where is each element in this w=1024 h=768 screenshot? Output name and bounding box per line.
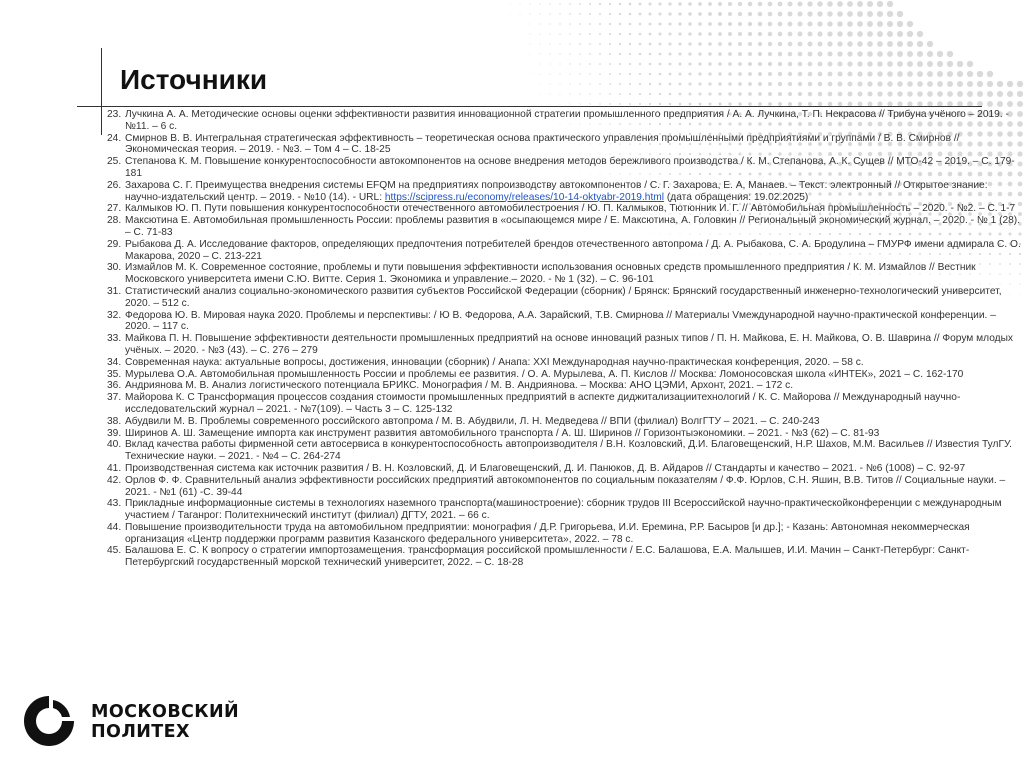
reference-text-main: Орлов Ф. Ф. Сравнительный анализ эффективности российских предприятий автокомпонентов по социальным показателям / Ф.Ф. Юрлов, С.Н. Яшин, В.В. Титов // Социальные науки. – 2021. - №1 (61) -С. 39-44 (125, 474, 1006, 498)
reference-text-main: Балашова Е. С. К вопросу о стратегии импортозамещения. трансформация российской промышленности / Е.С. Балашова, Е.А. Малышев, И.И. Мачин – Санкт-Петербург: Санкт-Петербургский государственный морской технический университет, 2022. – С. 18-28 (125, 545, 970, 569)
reference-item (107, 215, 1023, 239)
reference-item (107, 463, 1023, 475)
reference-text (125, 439, 1023, 463)
reference-item (107, 310, 1023, 334)
reference-item (107, 498, 1023, 522)
reference-text-main: Вклад качества работы фирменной сети автосервиса в конкурентоспособность автопроизводителя / В.Н. Козловский, Д.И. Благовещенский, Н.Р. Шахов, М.М. Васильев // Известия ТулГУ. Технические науки. – 2021. - №4 – С. 264-274 (125, 439, 1012, 463)
reference-list (107, 109, 1023, 569)
reference-number: 34. (107, 356, 122, 368)
reference-item (107, 180, 1023, 204)
reference-number: 29. (107, 238, 122, 250)
reference-item (107, 392, 1023, 416)
reference-text (125, 369, 1023, 381)
reference-text-main: Современная наука: актуальные вопросы, достижения, инновации (сборник) / Анапа: XXI Международная научно-практическая конференция, 2020. – 58 с. (125, 356, 864, 368)
reference-text (125, 522, 1023, 546)
reference-item (107, 333, 1023, 357)
reference-number: 39. (107, 427, 122, 439)
reference-item (107, 380, 1023, 392)
reference-number: 44. (107, 521, 122, 533)
reference-number: 41. (107, 462, 122, 474)
reference-number: 38. (107, 415, 122, 427)
reference-text-main: Измайлов М. К. Современное состояние, проблемы и пути повышения эффективности использования основных средств промышленного предприятия / К. М. Измайлов // Вестник Московского университета имени С.Ю. Витте. Серия 1. Экономика и управление.– 2020. - № 1 (32). – С. 96-101 (125, 262, 976, 286)
reference-text-main: Майкова П. Н. Повышение эффективности деятельности промышленных предприятий на основе инноваций разных типов / П. Н. Майкова, Е. Н. Майкова, О. В. Шаврина // Форум млодых учёных. – 2020. - №3 (43). – С. 276 – 279 (125, 333, 1013, 356)
horizontal-divider (77, 106, 982, 107)
reference-number: 27. (107, 203, 122, 215)
reference-text-main: Рыбакова Д. А. Исследование факторов, определяющих предпочтения потребителей брендов отечественного автопрома / Д. А. Рыбакова, С. А. Бродулина – ГМУРФ имени адмирала С. О. Макарова, 2020 – С. 213-221 (125, 238, 1021, 262)
mospolytech-logo (22, 694, 262, 750)
reference-text-main: Захарова С. Г. Преимущества внедрения системы EFQM на предприятиях попроизводству автокомпонентов / С. Г. Захарова, Е. А, Манаев. – Текст: электронный // Открытое знание: научно-издательский центр. – 2019. - №10 (14). - URL: (125, 179, 988, 203)
reference-number: 33. (107, 333, 122, 345)
reference-text (125, 392, 1023, 416)
reference-number: 35. (107, 368, 122, 380)
reference-text-suffix: (дата обращения: 19.02.2025) (664, 191, 809, 203)
reference-text (125, 475, 1023, 499)
reference-item (107, 286, 1023, 310)
reference-number: 28. (107, 215, 122, 227)
reference-text-main: Калмыков Ю. П. Пути повышения конкурентоспособности отечественного автомобилестроения / Ю. П. Калмыков, Тютюнник И. Г. // Автомобильная промышленность – 2020. - №2. – С. 1-7 (125, 203, 1016, 215)
reference-text-main: Андриянова М. В. Анализ логистического потенциала БРИКС. Монография / М. В. Андриянова. – Москва: АНО ЦЭМИ, Архонт, 2021. – 172 с. (125, 380, 794, 392)
reference-item (107, 428, 1023, 440)
reference-item (107, 357, 1023, 369)
reference-text (125, 498, 1023, 522)
reference-number: 24. (107, 132, 122, 144)
reference-text (125, 428, 1023, 440)
reference-item (107, 262, 1023, 286)
reference-text (125, 262, 1023, 286)
reference-text-main: Степанова К. М. Повышение конкурентоспособности автокомпонентов на основе внедрения методов бережливого производства / К. М. Степанова, А. К. Сущев // МТО-42 – 2019. – С. 179-181 (125, 156, 1015, 179)
reference-text-main: Федорова Ю. В. Мировая наука 2020. Проблемы и перспективы: / Ю В. Федорова, А.А. Зарайский, Т.В. Смирнова // Материалы Vмеждународной научно-практической конференции. – 2020. – 117 с. (125, 309, 996, 333)
logo-line-2: ПОЛИТЕХ (91, 722, 190, 742)
reference-number: 23. (107, 109, 122, 120)
reference-text (125, 310, 1023, 334)
reference-text-main: Абудвили М. В. Проблемы современного российского автопрома / М. В. Абудвили, Л. Н. Медведева // ВПИ (филиал) ВолгГТУ – 2021. – С. 240-243 (125, 415, 820, 427)
reference-item (107, 439, 1023, 463)
reference-number: 32. (107, 309, 122, 321)
reference-text-main: Производственная система как источник развития / В. Н. Козловский, Д. И Благовещенский, Д. И. Панюков, Д. В. Айдаров // Стандарты и качество – 2021. - №6 (1008) – С. 92-97 (125, 462, 966, 474)
reference-number: 26. (107, 179, 122, 191)
page-title: Источники (120, 64, 268, 95)
reference-number: 30. (107, 262, 122, 274)
reference-number: 45. (107, 545, 122, 557)
vertical-divider (101, 48, 102, 135)
reference-number: 25. (107, 156, 122, 168)
reference-item (107, 522, 1023, 546)
reference-number: 36. (107, 380, 122, 392)
reference-text-main: Мурылева О.А. Автомобильная промышленность России и проблемы ее развития. / О. А. Мурылева, А. П. Кислов // Москва: Ломоносовская школа «ИНТЕК», 2021 – С. 162-170 (125, 368, 964, 380)
reference-text (125, 416, 1023, 428)
reference-item (107, 203, 1023, 215)
reference-item (107, 239, 1023, 263)
reference-text (125, 545, 1023, 569)
reference-text (125, 180, 1023, 204)
reference-text (125, 109, 1023, 133)
reference-number: 31. (107, 285, 122, 297)
reference-item (107, 416, 1023, 428)
reference-text (125, 333, 1023, 357)
logo-line-1: МОСКОВСКИЙ (91, 702, 240, 722)
mospolytech-logo-icon (22, 694, 76, 748)
reference-url-link[interactable]: https://scipress.ru/economy/releases/10-14-oktyabr-2019.html (384, 191, 665, 203)
reference-text-main: Максютина Е. Автомобильная промышленность России: проблемы развития в «осыпающемся мире / Е. Максютина, А. Головкин // Региональный экономический журнал. – 2020. - № 1 (28). – С. 71-83 (125, 215, 1021, 238)
reference-text (125, 239, 1023, 263)
reference-text-main: Майорова К. С Трансформация процессов создания стоимости промышленных предприятий в аспекте диджитализациитехнологий / К. С. Майорова // Международный научно-исследовательский журнал – 2021. - №7(109). – Часть 3 – С. 125-132 (125, 392, 961, 415)
reference-item (107, 109, 1023, 133)
reference-text (125, 357, 1023, 369)
reference-number: 43. (107, 498, 122, 510)
reference-text-main: Смирнов В. В. Интегральная стратегическая эффективность – теоретическая основа практического управления промышленными предприятиями и группами / В. В. Смирнов // Экономическая теория. – 2019. - №3. – Том 4 – С. 18-25 (125, 132, 960, 156)
reference-item (107, 156, 1023, 180)
reference-text (125, 463, 1023, 475)
reference-text (125, 215, 1023, 239)
reference-text-main: Статистический анализ социально-экономического развития субъектов Российской Федерации (сборник) / Брянск: Брянский государственный инженерно-технологический университет, 2020. – 512 с. (125, 285, 1002, 309)
reference-text (125, 133, 1023, 157)
reference-item (107, 133, 1023, 157)
reference-item (107, 475, 1023, 499)
reference-text-main: Лучкина А. А. Методические основы оценки эффективности развития инновационной стратегии промышленного предприятия / А. А. Лучкина, Т. П. Некрасова // Трибуна учёного – 2019. - №11. – 6 с. (125, 109, 1009, 132)
reference-number: 42. (107, 474, 122, 486)
reference-text (125, 156, 1023, 180)
reference-text (125, 380, 1023, 392)
logo-wordmark (91, 702, 239, 742)
reference-text-main: Повышение производительности труда на автомобильном предприятии: монография / Д.Р. Григорьева, И.И. Еремина, Р.Р. Басыров [и др.]; - Казань: Автономная некоммерческая организация «Центр поддержки программ развития Казанского федерального университета», 2022. – 78 с. (125, 521, 970, 545)
reference-item (107, 369, 1023, 381)
reference-text-main: Ширинов А. Ш. Замещение импорта как инструмент развития автомобильного транспорта / А. Ш. Ширинов // Горизонтыэкономики. – 2021. - №3 (62) – С. 81-93 (125, 427, 880, 439)
reference-text-main: Прикладные информационные системы в технологиях наземного транспорта(машиностроение): сборник трудов III Всероссийской научно-практическойконференции с международным участием / Таганрог: Политехнический институт (филиал) ДГТУ, 2021. – 66 с. (125, 498, 1002, 522)
reference-text (125, 203, 1023, 215)
reference-text (125, 286, 1023, 310)
reference-item (107, 545, 1023, 569)
reference-number: 37. (107, 392, 122, 404)
reference-number: 40. (107, 439, 122, 451)
